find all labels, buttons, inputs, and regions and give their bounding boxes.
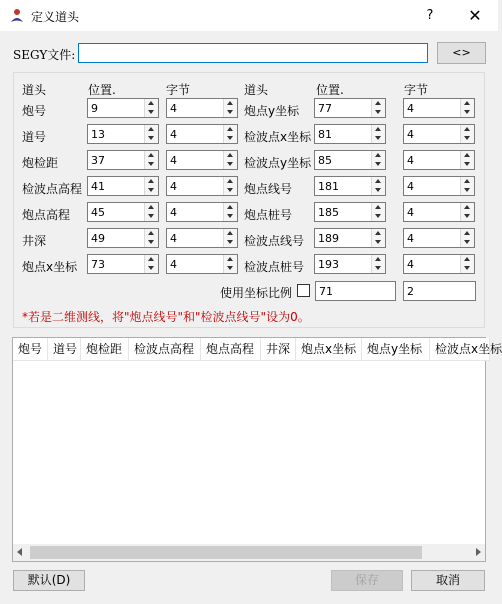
well-depth-position-spinner[interactable]: 49: [87, 228, 159, 248]
trace-number-bytes-spinner[interactable]: 4: [166, 124, 238, 144]
shot-x-position-spinner[interactable]: 73: [87, 254, 159, 274]
receiver-station-bytes-spinner[interactable]: 4: [403, 254, 475, 274]
spin-up-arrow-icon[interactable]: [461, 177, 474, 186]
spin-down-arrow-icon[interactable]: [461, 134, 474, 143]
spin-down-arrow-icon[interactable]: [372, 160, 385, 169]
cancel-button[interactable]: 取消: [411, 570, 485, 591]
spin-down-arrow-icon[interactable]: [224, 160, 237, 169]
spin-up-arrow-icon[interactable]: [224, 125, 237, 134]
spin-up-arrow-icon[interactable]: [145, 99, 158, 108]
segy-file-label: SEGY文件:: [13, 48, 76, 62]
spin-down-arrow-icon[interactable]: [461, 160, 474, 169]
scrollbar-thumb[interactable]: [30, 546, 422, 559]
save-button[interactable]: 保存: [331, 570, 403, 591]
close-button[interactable]: ✕: [468, 6, 482, 25]
receiver-elevation-bytes-spinner[interactable]: 4: [166, 176, 238, 196]
spin-up-arrow-icon[interactable]: [461, 255, 474, 264]
spin-up-arrow-icon[interactable]: [461, 151, 474, 160]
app-icon: [9, 8, 25, 24]
spin-down-arrow-icon[interactable]: [145, 108, 158, 117]
label-shot-line: 炮点线号: [244, 182, 293, 196]
label-shot-elevation: 炮点高程: [22, 208, 71, 222]
browse-button[interactable]: <>: [437, 42, 486, 64]
help-button[interactable]: ?: [426, 8, 434, 23]
spin-up-arrow-icon[interactable]: [372, 151, 385, 160]
receiver-x-position-spinner[interactable]: 81: [314, 124, 386, 144]
coordinate-scale-bytes-input[interactable]: 2: [403, 281, 476, 301]
shot-y-bytes-spinner[interactable]: 4: [403, 98, 475, 118]
offset-position-spinner[interactable]: 37: [87, 150, 159, 170]
spin-down-arrow-icon[interactable]: [372, 264, 385, 273]
spin-down-arrow-icon[interactable]: [224, 108, 237, 117]
spin-up-arrow-icon[interactable]: [145, 125, 158, 134]
spin-up-arrow-icon[interactable]: [224, 255, 237, 264]
shot-station-bytes-spinner[interactable]: 4: [403, 202, 475, 222]
column-header[interactable]: 炮点x坐标: [296, 338, 362, 361]
receiver-x-bytes-spinner[interactable]: 4: [403, 124, 475, 144]
spin-down-arrow-icon[interactable]: [145, 264, 158, 273]
col-header-bytes-left: 字节: [166, 83, 191, 97]
spin-down-arrow-icon[interactable]: [224, 212, 237, 221]
shot-number-position-spinner[interactable]: 9: [87, 98, 159, 118]
shot-elevation-position-spinner[interactable]: 45: [87, 202, 159, 222]
label-shot-x: 炮点x坐标: [22, 260, 78, 274]
well-depth-bytes-spinner[interactable]: 4: [166, 228, 238, 248]
receiver-line-position-spinner[interactable]: 189: [314, 228, 386, 248]
column-header[interactable]: 井深: [261, 338, 296, 361]
label-receiver-y: 检波点y坐标: [244, 156, 312, 170]
shot-elevation-bytes-spinner[interactable]: 4: [166, 202, 238, 222]
spin-down-arrow-icon[interactable]: [372, 238, 385, 247]
col-header-bytes-right: 字节: [404, 83, 429, 97]
spin-up-arrow-icon[interactable]: [145, 229, 158, 238]
scroll-right-arrow-icon[interactable]: [476, 548, 481, 556]
spin-up-arrow-icon[interactable]: [145, 255, 158, 264]
spin-up-arrow-icon[interactable]: [224, 151, 237, 160]
column-header[interactable]: 炮点高程: [201, 338, 261, 361]
receiver-y-position-spinner[interactable]: 85: [314, 150, 386, 170]
column-header[interactable]: 检波点x坐标: [430, 338, 490, 361]
label-receiver-station: 检波点桩号: [244, 260, 305, 274]
spin-up-arrow-icon[interactable]: [224, 229, 237, 238]
default-button[interactable]: 默认(D): [13, 570, 85, 591]
spin-down-arrow-icon[interactable]: [224, 264, 237, 273]
spin-down-arrow-icon[interactable]: [372, 212, 385, 221]
spin-down-arrow-icon[interactable]: [145, 238, 158, 247]
spin-down-arrow-icon[interactable]: [461, 238, 474, 247]
shot-line-bytes-spinner[interactable]: 4: [403, 176, 475, 196]
spin-down-arrow-icon[interactable]: [372, 186, 385, 195]
col-header-position-right: 位置.: [316, 83, 344, 97]
spin-up-arrow-icon[interactable]: [224, 177, 237, 186]
spin-down-arrow-icon[interactable]: [224, 186, 237, 195]
spin-up-arrow-icon[interactable]: [461, 203, 474, 212]
shot-station-position-spinner[interactable]: 185: [314, 202, 386, 222]
col-header-name-left: 道头: [22, 83, 47, 97]
spin-down-arrow-icon[interactable]: [461, 264, 474, 273]
window-title: 定义道头: [31, 10, 80, 24]
receiver-line-bytes-spinner[interactable]: 4: [403, 228, 475, 248]
spin-down-arrow-icon[interactable]: [145, 212, 158, 221]
spin-down-arrow-icon[interactable]: [145, 186, 158, 195]
spin-up-arrow-icon[interactable]: [372, 229, 385, 238]
spin-up-arrow-icon[interactable]: [145, 203, 158, 212]
spin-up-arrow-icon[interactable]: [372, 125, 385, 134]
spin-up-arrow-icon[interactable]: [224, 203, 237, 212]
spin-up-arrow-icon[interactable]: [145, 151, 158, 160]
spin-down-arrow-icon[interactable]: [372, 134, 385, 143]
spin-down-arrow-icon[interactable]: [461, 186, 474, 195]
title-bar: [0, 0, 498, 31]
coordinate-scale-position-input[interactable]: 71: [315, 281, 396, 301]
offset-bytes-spinner[interactable]: 4: [166, 150, 238, 170]
receiver-station-position-spinner[interactable]: 193: [314, 254, 386, 274]
label-shot-y: 炮点y坐标: [244, 104, 300, 118]
coordinate-scale-label: 使用坐标比例: [220, 286, 293, 300]
col-header-position-left: 位置.: [88, 83, 116, 97]
trace-header-table[interactable]: [12, 337, 502, 562]
label-receiver-x: 检波点x坐标: [244, 130, 312, 144]
spin-up-arrow-icon[interactable]: [372, 177, 385, 186]
spin-down-arrow-icon[interactable]: [145, 160, 158, 169]
receiver-elevation-position-spinner[interactable]: 41: [87, 176, 159, 196]
column-header[interactable]: 炮检距: [81, 338, 129, 361]
spin-up-arrow-icon[interactable]: [461, 125, 474, 134]
2d-line-note: *若是二维测线，将"炮点线号"和"检波点线号"设为0。: [22, 310, 310, 324]
column-header[interactable]: 检波点高程: [129, 338, 201, 361]
spin-up-arrow-icon[interactable]: [372, 99, 385, 108]
spin-down-arrow-icon[interactable]: [461, 108, 474, 117]
shot-line-position-spinner[interactable]: 181: [314, 176, 386, 196]
label-receiver-elevation: 检波点高程: [22, 182, 83, 196]
spin-down-arrow-icon[interactable]: [461, 212, 474, 221]
label-trace-number: 道号: [22, 130, 47, 144]
scroll-left-arrow-icon[interactable]: [17, 548, 22, 556]
label-shot-number: 炮号: [22, 104, 47, 118]
shot-number-bytes-spinner[interactable]: 4: [166, 98, 238, 118]
column-header[interactable]: 炮点y坐标: [362, 338, 430, 361]
shot-x-bytes-spinner[interactable]: 4: [166, 254, 238, 274]
segy-file-input[interactable]: [78, 43, 428, 63]
spin-up-arrow-icon[interactable]: [461, 229, 474, 238]
coordinate-scale-checkbox[interactable]: [297, 284, 310, 297]
column-header[interactable]: 炮号: [13, 338, 48, 361]
spin-down-arrow-icon[interactable]: [145, 134, 158, 143]
label-shot-station: 炮点桩号: [244, 208, 293, 222]
spin-up-arrow-icon[interactable]: [461, 99, 474, 108]
column-header[interactable]: 道号: [48, 338, 81, 361]
spin-up-arrow-icon[interactable]: [372, 255, 385, 264]
spin-up-arrow-icon[interactable]: [145, 177, 158, 186]
trace-number-position-spinner[interactable]: 13: [87, 124, 159, 144]
col-header-name-right: 道头: [244, 83, 269, 97]
spin-up-arrow-icon[interactable]: [372, 203, 385, 212]
receiver-y-bytes-spinner[interactable]: 4: [403, 150, 475, 170]
spin-down-arrow-icon[interactable]: [224, 134, 237, 143]
spin-down-arrow-icon[interactable]: [372, 108, 385, 117]
shot-y-position-spinner[interactable]: 77: [314, 98, 386, 118]
horizontal-scrollbar[interactable]: [13, 544, 485, 561]
label-well-depth: 井深: [22, 234, 47, 248]
label-offset: 炮检距: [22, 156, 59, 170]
spin-down-arrow-icon[interactable]: [224, 238, 237, 247]
label-receiver-line: 检波点线号: [244, 234, 305, 248]
spin-up-arrow-icon[interactable]: [224, 99, 237, 108]
